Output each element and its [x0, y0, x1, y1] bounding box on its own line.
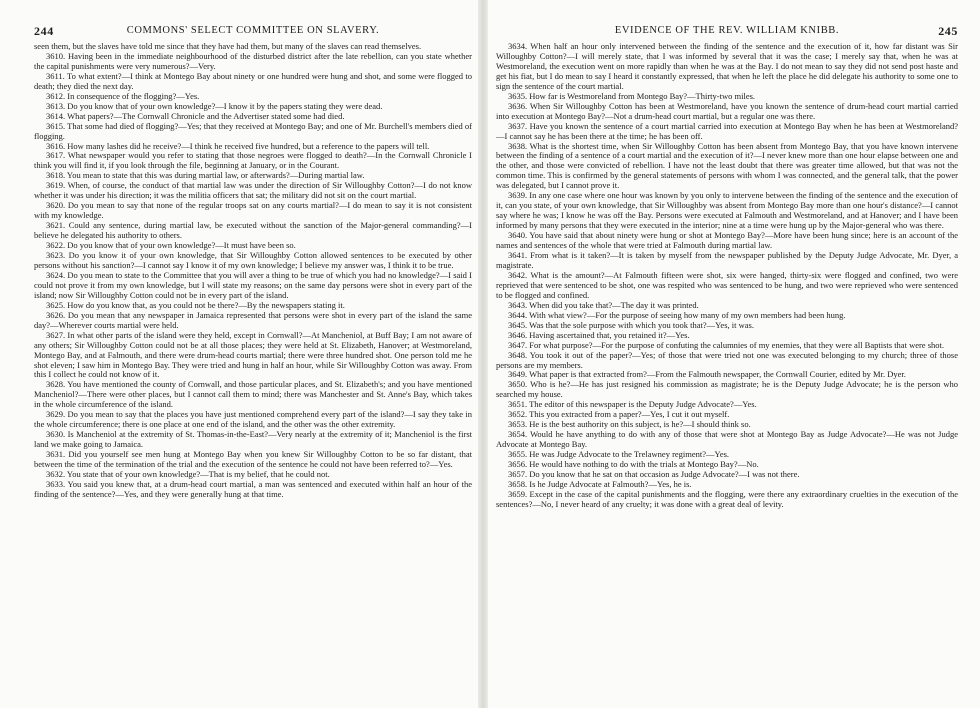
paragraph: 3619. When, of course, the conduct of that martial law was under the direction of Sir Willoughby Cotton?—I do not know whether it was under his direction; it was the militia officers that sat; the military did not sit on the court martial. [34, 180, 472, 201]
paragraph: 3630. Is Mancheniol at the extremity of St. Thomas-in-the-East?—Very nearly at the extremity of it; Mancheniol is the first land we make going to Jamaica. [34, 429, 472, 450]
paragraph: 3642. What is the amount?—At Falmouth fifteen were shot, six were hanged, thirty-six were flogged and confined, two were reprieved that were sentenced to be shot, one was respited who was sentenced to be hung, and two were reprieved who were sentenced to be flogged and confined. [496, 269, 958, 300]
paragraph: 3641. From what is it taken?—It is taken by myself from the newspaper published by the Deputy Judge Advocate, Mr. Dyer, a magistrate. [496, 250, 958, 270]
paragraph: 3628. You have mentioned the county of Cornwall, and those particular places, and St. Elizabeth's; and you have mentioned Mancheniol?—There were other places, but I cannot call them to mind; there was Manchester and St. Anne's Bay, which takes in the whole circumference of the island. [34, 379, 472, 410]
paragraph: 3613. Do you know that of your own knowledge?—I know it by the papers stating they were dead. [46, 100, 383, 111]
paragraph: 3645. Was that the sole purpose with which you took that?—Yes, it was. [508, 319, 754, 330]
paragraph: 3614. What papers?—The Cornwall Chronicle and the Advertiser stated some had died. [46, 110, 345, 121]
paragraph: 3629. Do you mean to say that the places you have just mentioned comprehend every part of the island?—I say they take in the whole circumference; there is one place at one end of the island, and the other was the other extremity. [34, 409, 472, 430]
paragraph: 3623. Do you know it of your own knowledge, that Sir Willoughby Cotton allowed sentences to be executed by other persons without his sanction?—I cannot say I know it of my own knowledge; I believe my answer was, I think it to be true. [34, 250, 472, 270]
paragraph: 3637. Have you known the sentence of a court martial carried into execution at Montego Bay when he has been at Westmoreland?—I cannot say he has been there at the time; he has been off. [496, 120, 958, 141]
paragraph: 3650. Who is he?—He has just resigned his commission as magistrate; he is the Deputy Judge Advocate; he is the person who searched my house. [496, 379, 958, 400]
paragraph: 3656. He would have nothing to do with the trials at Montego Bay?—No. [508, 459, 759, 470]
paragraph: seen them, but the slaves have told me since that they have had them, but many of the slaves can read themselves. [34, 41, 422, 51]
paragraph: 3648. You took it out of the paper?—Yes; of those that were tried not one was executed belonging to my church; three of those persons are my members. [496, 349, 958, 370]
paragraph: 3635. How far is Westmoreland from Montego Bay?—Thirty-two miles. [508, 90, 756, 101]
paragraph: 3639. In any one case where one hour was known by you only to intervene between the finding of the sentence and the execution of it, can you state, of your own knowledge, that Sir Willoughby was absent from Montego Bay more than one hour's distance?—I cannot say where he was; I know he was off the Bay. Persons were executed at Falmouth and Westmoreland, and at Hanover; and I have been informed by many persons that they were executed in the interior; nine at a time were hung up by the Major-general who was there. [496, 190, 958, 231]
paragraph: 3620. Do you mean to say that none of the regular troops sat on any courts martial?—I do mean to say it is not consistent with my knowledge. [34, 200, 472, 221]
paragraph: 3655. He was Judge Advocate to the Trelawney regiment?—Yes. [508, 449, 730, 460]
paragraph: 3651. The editor of this newspaper is the Deputy Judge Advocate?—Yes. [508, 399, 757, 410]
paragraph: 3649. What paper is that extracted from?—From the Falmouth newspaper, the Cornwall Courier, edited by Mr. Dyer. [508, 369, 906, 380]
right-running-title: EVIDENCE OF THE REV. WILLIAM KNIBB. [614, 25, 840, 36]
paragraph: 3622. Do you know that of your own knowledge?—It must have been so. [46, 240, 296, 251]
paragraph: 3626. Do you mean that any newspaper in Jamaica represented that persons were shot in every part of the island the same day?—Wherever courts martial were held. [34, 309, 472, 330]
paragraph: 3654. Would he have anything to do with any of those that were shot at Montego Bay as Judge Advocate?—He was not Judge Advocate at Montego Bay. [496, 429, 958, 450]
paragraph: 3640. You have said that about ninety were hung or shot at Montego Bay?—More have been hung since; here is an account of the names and sentences of the whole that were tried at Falmouth during martial law. [496, 230, 958, 251]
paragraph: 3621. Could any sentence, during martial law, be executed without the sanction of the Major-general commanding?—I believe he delegated his authority to others. [34, 220, 472, 241]
right-page [486, 0, 980, 708]
paragraph: 3659. Except in the case of the capital punishments and the flogging, were there any extraordinary cruelties in the execution of the sentences?—No, I never heard of any cruelty; it was done with a great deal of levity. [496, 488, 958, 509]
paragraph: 3617. What newspaper would you refer to stating that those negroes were flogged to death?—In the Cornwall Chronicle I think you will find it, if you look through the file, beginning at January, or in the Courant. [34, 150, 472, 171]
paragraph: 3627. In what other parts of the island were they held, except in Cornwall?—At Mancheniol, at Buff Bay; I am not aware of any others; Sir Willoughby Cotton could not be at all those places; they were held at St. Elizabeth, Hanover; at Westmoreland, Montego Bay, and at Falmouth, and there were drum-head courts martial; there were three hundred shot. One person told me he shot eleven; I saw him in Montego Bay. They were tried and hung in half an hour, while Sir Willoughby Cotton was away. From this I collect he could not know of it. [34, 329, 472, 380]
paragraph: 3632. You state that of your own knowledge?—That is my belief, that he could not. [46, 468, 330, 479]
paragraph: 3643. When did you take that?—The day it was printed. [508, 299, 699, 310]
left-text-column [34, 42, 472, 500]
paragraph: 3618. You mean to state that this was during martial law, or afterwards?—During martial law. [46, 170, 365, 181]
paragraph: 3633. You said you knew that, at a drum-head court martial, a man was sentenced and executed within half an hour of the finding of the sentence?—Yes, and they were generally hung at that time. [34, 478, 472, 499]
paragraph: 3631. Did you yourself see men hung at Montego Bay when you knew Sir Willoughby Cotton to be so far distant, that between the time of the termination of the trial and the execution of the sentence he could not have been referred to?—Yes. [34, 449, 472, 470]
paragraph: 3658. Is he Judge Advocate at Falmouth?—Yes, he is. [508, 478, 692, 489]
paragraph: 3652. This you extracted from a paper?—Yes, I cut it out myself. [508, 409, 730, 420]
paragraph: 3624. Do you mean to state to the Committee that you will aver a thing to be true of which you had no knowledge?—I said I could not prove it from my own knowledge, but I will state my reasons; on the same day persons were shot in every part of the island; now Sir Willoughby Cotton could not be in every part of the island. [34, 269, 472, 300]
paragraph: 3611. To what extent?—I think at Montego Bay about ninety or one hundred were hung and shot, and some were flogged to death; they died the next day. [34, 70, 472, 91]
left-running-head [34, 24, 472, 42]
right-text-column [496, 42, 958, 510]
paragraph: 3610. Having been in the immediate neighbourhood of the disturbed district after the late rebellion, can you state whether the capital punishments were very numerous?—Very. [34, 50, 472, 71]
left-page [0, 0, 480, 708]
right-page-number: 245 [938, 24, 958, 38]
paragraph: 3616. How many lashes did he receive?—I think he received five hundred, but a reference to the papers will tell. [46, 140, 430, 151]
left-page-number: 244 [34, 24, 54, 38]
paragraph: 3647. For what purpose?—For the purpose of confuting the calumnies of my enemies, that they were all Baptists that were shot. [508, 339, 944, 350]
paragraph: 3644. With what view?—For the purpose of seeing how many of my own members had been hung. [508, 309, 846, 320]
paragraph: 3653. He is the best authority on this subject, is he?—I should think so. [508, 419, 751, 430]
paragraph: 3615. That some had died of flogging?—Yes; that they received at Montego Bay; and one of Mr. Burchell's members died of flogging. [34, 120, 472, 141]
paragraph: 3636. When Sir Willoughby Cotton has been at Westmoreland, have you known the sentence of drum-head court martial carried into execution at Montego Bay?—Not a drum-head court martial, but a regular one was there. [496, 100, 958, 121]
right-running-head [496, 24, 958, 42]
paragraph: 3657. Do you know that he sat on that occasion as Judge Advocate?—I was not there. [508, 468, 800, 479]
paragraph: 3612. In consequence of the flogging?—Yes. [46, 90, 200, 101]
paragraph: 3625. How do you know that, as you could not be there?—By the newspapers stating it. [46, 299, 345, 310]
paragraph: 3634. When half an hour only intervened between the finding of the sentence and the execution of it, how far distant was Sir Willoughby Cotton?—I will merely state, that I was informed by several that it was the case; I merely say that, when he was at Westmoreland, the execution went on more rapidly than when he was at the Bay. I do not mean to say they did not send post haste and get his fiat, but I do mean to say I heard it constantly expressed, that when he left the place he did delegate his authority to some one to sign the sentence of the court martial. [496, 41, 958, 91]
left-running-title: COMMONS' SELECT COMMITTEE ON SLAVERY. [126, 25, 380, 36]
paragraph: 3638. What is the shortest time, when Sir Willoughby Cotton has been absent from Montego Bay, that you have known intervene between the finding of a sentence of a court martial and the execution of it?—I never knew more than one hour elapse between one and the other, and those were convicted of rebellion. I have not the least doubt that there was greater time allowed, but that was not the common time. This is confirmed by the general statements of persons with whom I was connected, and the general talk, that the power was delegated, but I cannot prove it. [496, 140, 958, 191]
paragraph: 3646. Having ascertained that, you retained it?—Yes. [508, 329, 690, 340]
